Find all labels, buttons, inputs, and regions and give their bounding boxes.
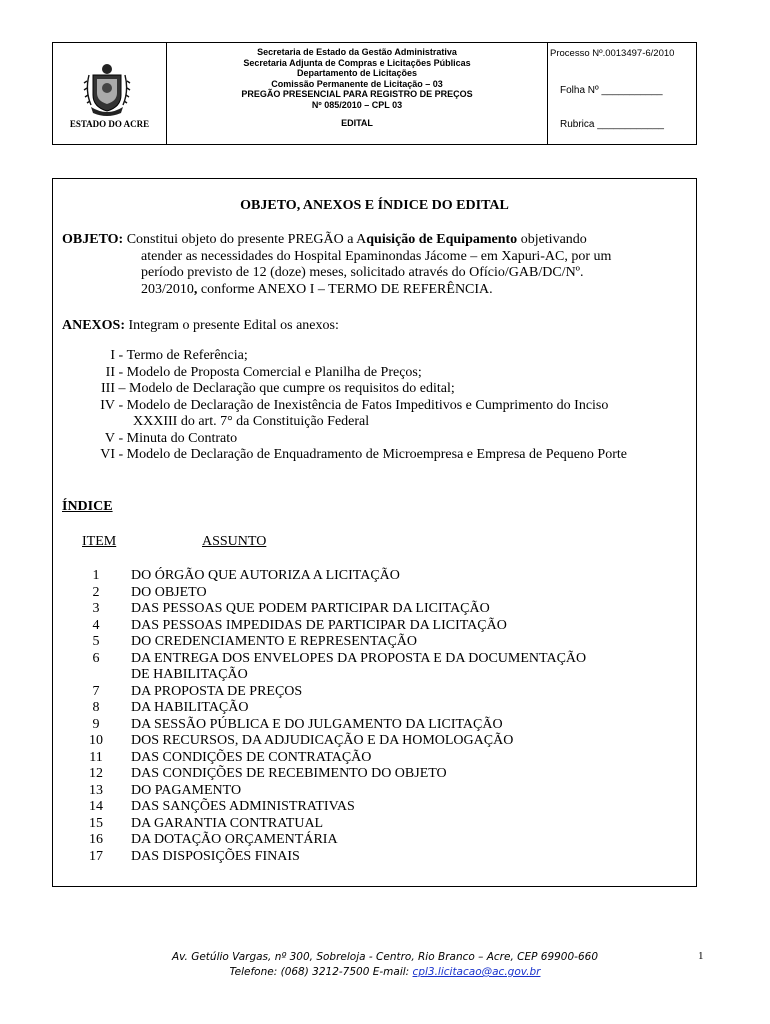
indice-text: DO OBJETO [131,584,207,600]
document-header [52,42,697,145]
footer-phone: Telefone: (068) 3212-7500 E-mail: [229,966,413,978]
page-footer [0,950,770,980]
coat-of-arms-icon [81,61,133,119]
objeto-highlight: quisição de Equipamento [366,232,518,247]
folha-field: Folha Nº ___________ [560,85,663,96]
header-line: Secretaria de Estado da Gestão Administrativa [257,47,457,57]
indice-row [83,799,683,816]
indice-row [83,816,683,833]
header-line: Nº 085/2010 – CPL 03 [311,99,403,110]
indice-number: 6 [92,650,100,666]
anexo-item [83,348,693,365]
anexo-number: VI [100,447,115,462]
indice-number: 9 [92,716,100,732]
anexos-text: Integram o presente Edital os anexos: [125,318,339,333]
indice-number: 4 [92,617,100,633]
indice-row [83,568,683,585]
indice-number: 13 [89,782,103,798]
indice-number: 11 [89,749,103,765]
objeto-line: atender as necessidades do Hospital Epaminondas Jácome – em Xapuri-AC, por um [141,248,612,264]
anexo-sep: - [115,447,127,462]
indice-row [83,618,683,635]
anexo-text: Modelo de Declaração que cumpre os requisitos do edital; [129,381,455,396]
objeto-paragraph [62,232,692,298]
anexo-item [83,431,693,448]
indice-text: DA HABILITAÇÃO [131,700,249,715]
indice-row [83,717,683,734]
indice-row [83,601,683,618]
indice-number: 14 [89,799,103,814]
indice-number: 5 [92,634,100,649]
indice-row [83,733,683,750]
header-line: PREGÃO PRESENCIAL PARA REGISTRO DE PREÇOS [241,89,473,99]
objeto-label: OBJETO: [62,232,124,247]
indice-text: DO PAGAMENTO [131,782,242,798]
content-box [52,178,697,887]
footer-contact [0,965,770,980]
header-line: Departamento de Licitações [296,68,418,78]
objeto-text: conforme ANEXO I – TERMO DE REFERÊNCIA. [197,281,493,297]
rubrica-field: Rubrica ____________ [560,119,664,130]
header-logo-cell [53,43,167,144]
anexo-text: Modelo de Declaração de Inexistência de Fatos Impeditivos e Cumprimento do Inciso [126,397,609,413]
doc-type: EDITAL [341,118,373,128]
indice-list [83,568,683,865]
indice-text: DAS CONDIÇÕES DE RECEBIMENTO DO OBJETO [131,766,447,781]
anexo-text: Termo de Referência; [126,348,248,363]
footer-address: Av. Getúlio Vargas, nº 300, Sobreloja - Centro, Rio Branco – Acre, CEP 69900-660 [172,951,598,963]
anexo-item [83,414,693,431]
objeto-text: objetivando [517,232,587,247]
header-title-cell [167,43,548,144]
indice-row [83,783,683,800]
indice-row [83,634,683,651]
indice-text: DOS RECURSOS, DA ADJUDICAÇÃO E DA HOMOLOGAÇÃO [131,733,514,748]
col-header-assunto: ASSUNTO [202,534,267,549]
anexo-number: IV [100,397,115,413]
anexo-sep: – [115,381,129,396]
indice-text: DAS CONDIÇÕES DE CONTRATAÇÃO [131,749,372,765]
indice-number: 15 [89,815,103,831]
objeto-text: 203/2010 [141,281,194,297]
indice-text: DA SESSÃO PÚBLICA E DO JULGAMENTO DA LICITAÇÃO [131,716,503,732]
indice-text: DA GARANTIA CONTRATUAL [131,815,324,831]
indice-row [83,667,683,684]
anexos-intro [62,318,339,335]
anexo-number: V [104,430,115,446]
anexo-number: III [101,381,115,396]
indice-number: 1 [92,568,100,583]
col-header-item: ITEM [82,534,117,549]
indice-text: DAS PESSOAS IMPEDIDAS DE PARTICIPAR DA LICITAÇÃO [131,617,507,633]
anexo-number: II [105,364,115,380]
indice-number: 2 [92,584,100,600]
anexo-sep: - [115,430,127,446]
indice-text: DAS SANÇÕES ADMINISTRATIVAS [131,799,355,814]
indice-title: ÍNDICE [62,499,113,514]
footer-email-link[interactable]: cpl3.licitacao@ac.gov.br [412,966,541,978]
indice-number: 10 [89,733,103,748]
indice-text: DO ÓRGÃO QUE AUTORIZA A LICITAÇÃO [131,568,400,583]
page-number: 1 [698,950,704,962]
anexos-label: ANEXOS: [62,318,126,333]
anexo-number: I [110,348,115,363]
indice-row [83,585,683,602]
indice-row [83,849,683,866]
indice-text: DA ENTREGA DOS ENVELOPES DA PROPOSTA E DA DOCUMENTAÇÃO [131,650,587,666]
state-name: ESTADO DO ACRE [69,119,150,129]
process-number: Processo Nº.0013497-6/2010 [550,48,675,59]
indice-text: DAS DISPOSIÇÕES FINAIS [131,848,300,864]
anexo-text: XXXIII do art. 7° da Constituição Federal [133,414,370,429]
indice-number: 12 [89,766,103,781]
anexo-item [83,365,693,382]
indice-number: 17 [89,848,103,864]
indice-number: 3 [92,601,100,616]
anexo-text: Modelo de Declaração de Enquadramento de Microempresa e Empresa de Pequeno Porte [126,447,627,462]
indice-row [83,750,683,767]
indice-number [83,667,109,684]
indice-number: 7 [92,683,100,699]
indice-row [83,766,683,783]
indice-row [83,700,683,717]
objeto-line [62,232,692,249]
indice-text: DE HABILITAÇÃO [131,667,248,682]
anexo-text: Minuta do Contrato [126,430,238,446]
anexo-item [83,447,693,464]
objeto-text: Constitui objeto do presente PREGÃO a A [123,232,367,247]
header-process-cell [548,43,696,144]
objeto-text: , [193,281,198,297]
objeto-line [62,282,692,299]
section-title: OBJETO, ANEXOS E ÍNDICE DO EDITAL [240,198,509,213]
indice-text: DA DOTAÇÃO ORÇAMENTÁRIA [131,832,338,847]
header-line: Comissão Permanente de Licitação – 03 [271,78,443,89]
anexo-text: Modelo de Proposta Comercial e Planilha de Preços; [126,364,422,380]
anexo-item [83,381,693,398]
anexos-list [83,348,693,464]
anexo-sep: - [115,364,127,380]
indice-text: DO CREDENCIAMENTO E REPRESENTAÇÃO [131,634,418,649]
header-line: Secretaria Adjunta de Compras e Licitações Públicas [243,57,471,68]
anexo-sep: - [115,348,127,363]
anexo-item [83,398,693,415]
indice-text: DA PROPOSTA DE PREÇOS [131,683,303,699]
anexo-sep: - [115,397,127,413]
indice-number: 8 [92,700,100,715]
objeto-line: período previsto de 12 (doze) meses, solicitado através do Ofício/GAB/DC/Nº. [141,265,584,280]
indice-number: 16 [89,832,103,847]
indice-row [83,651,683,668]
indice-row [83,832,683,849]
indice-text: DAS PESSOAS QUE PODEM PARTICIPAR DA LICITAÇÃO [131,601,490,616]
indice-row [83,684,683,701]
